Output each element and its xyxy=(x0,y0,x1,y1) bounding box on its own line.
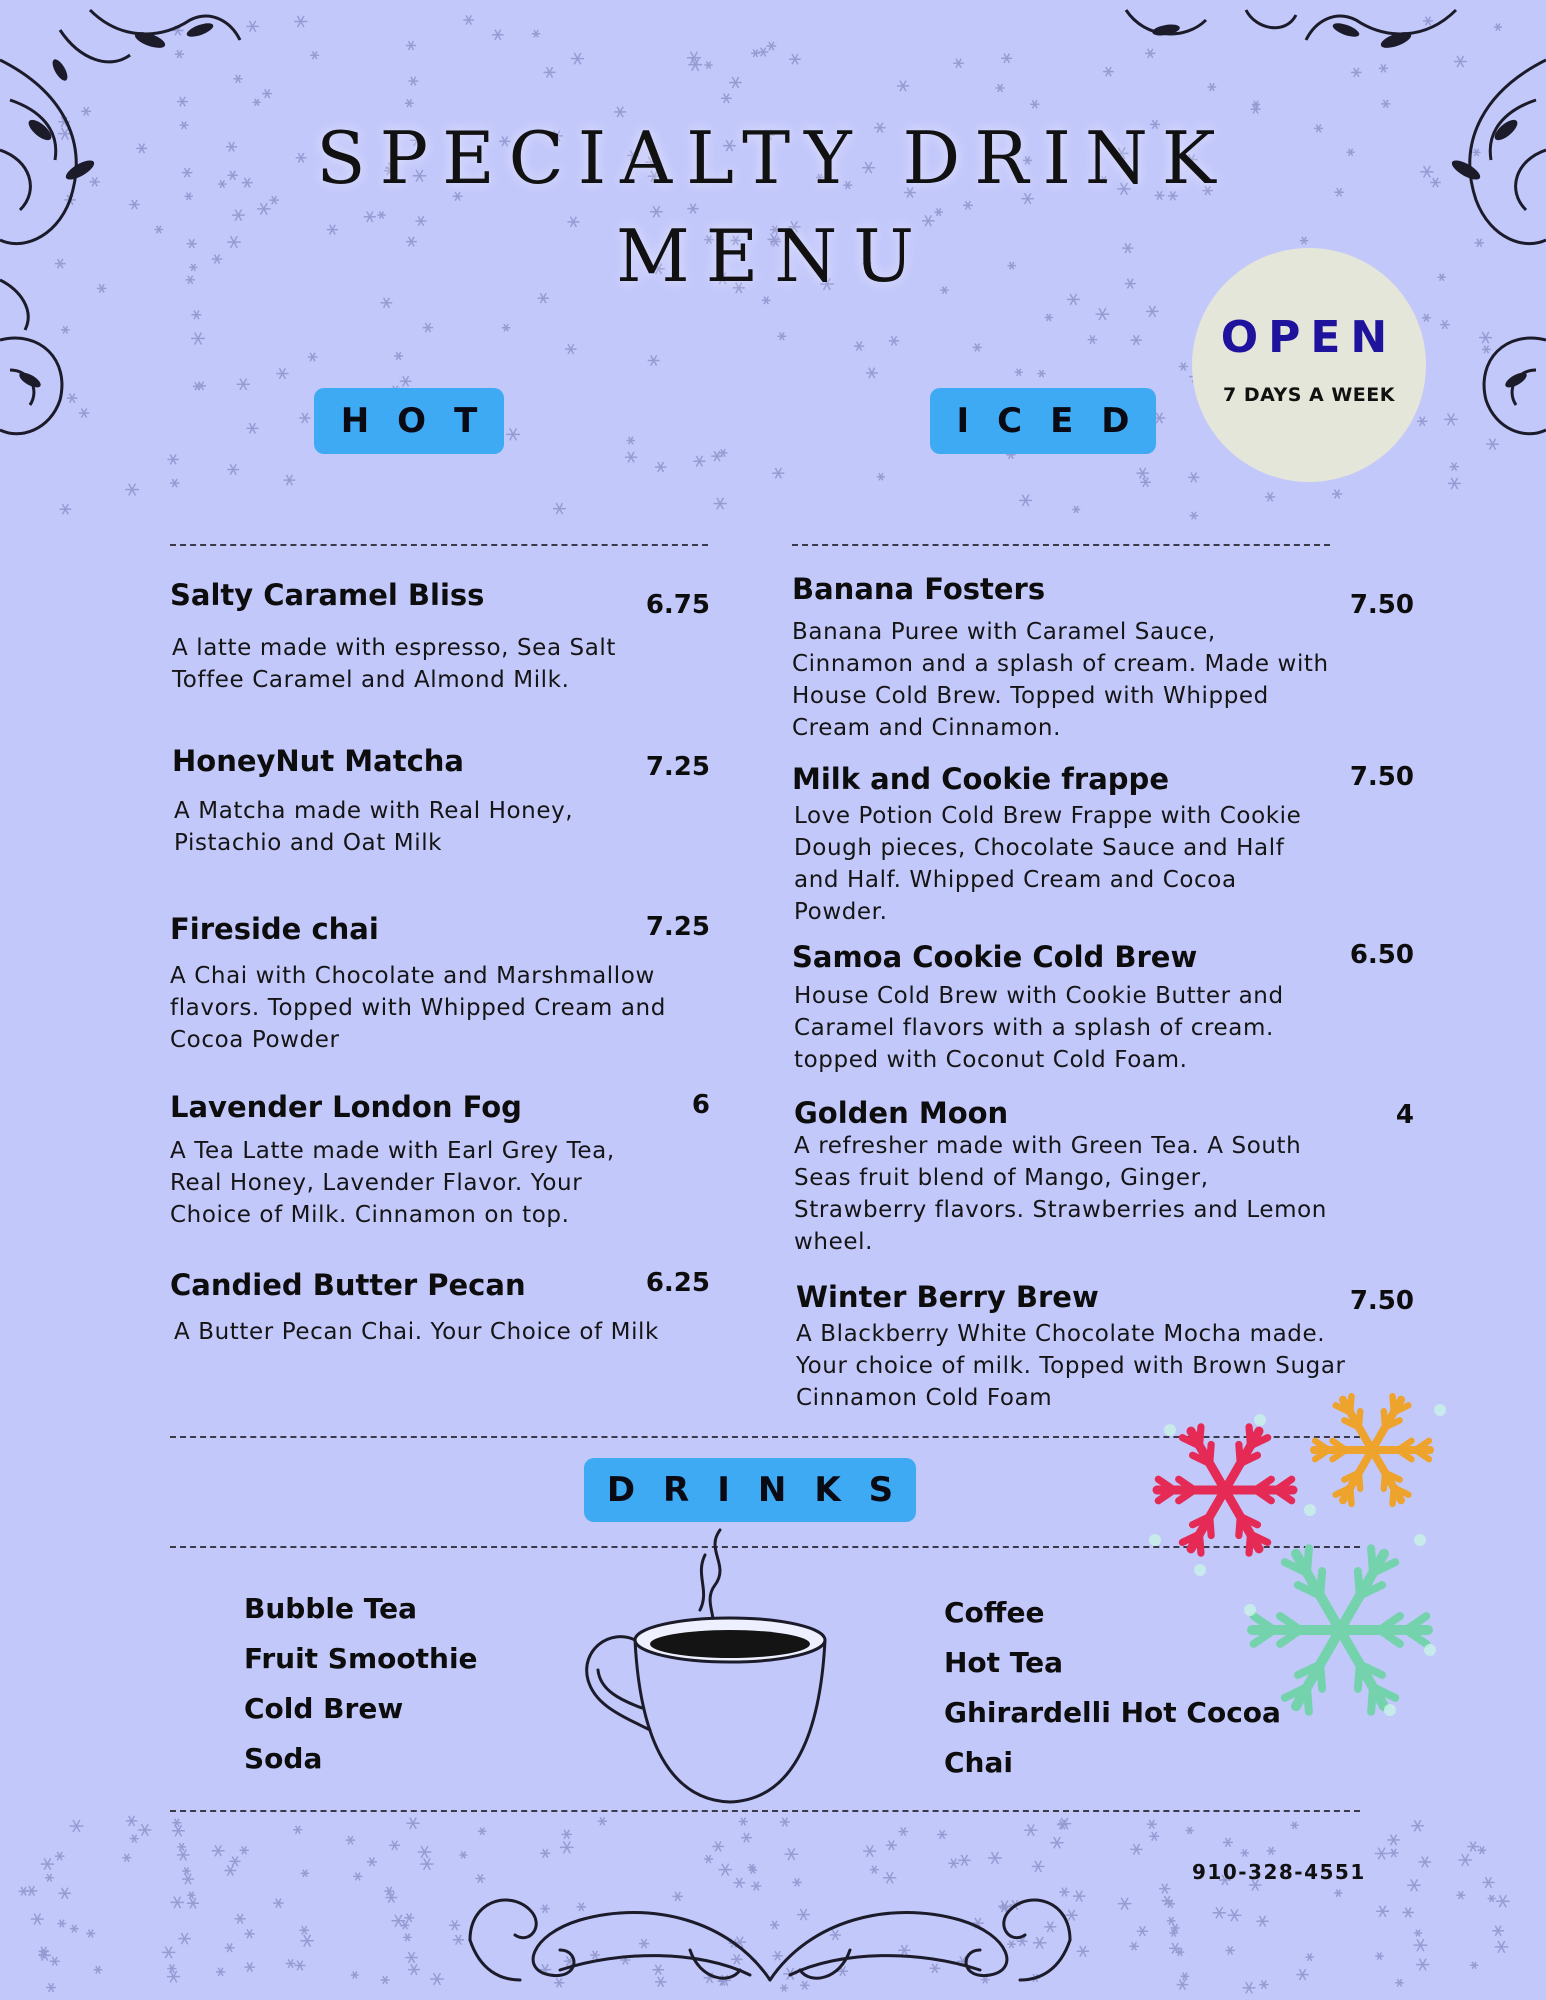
drink-item: Coffee xyxy=(944,1596,1045,1629)
hot-item-name: Salty Caramel Bliss xyxy=(170,578,485,612)
page-title-line-2: MENU xyxy=(616,214,930,298)
divider-iced-top xyxy=(792,544,1330,546)
divider-bottom xyxy=(170,1810,1360,1812)
drink-item: Fruit Smoothie xyxy=(244,1642,478,1675)
drink-item: Bubble Tea xyxy=(244,1592,417,1625)
iced-item-price: 4 xyxy=(1395,1100,1414,1130)
divider-hot-top xyxy=(170,544,708,546)
hot-item-name: Fireside chai xyxy=(170,912,379,946)
section-pill-iced: ICED xyxy=(930,388,1156,454)
iced-item-desc: Banana Puree with Caramel Sauce, Cinnamon and a splash of cream. Made with House Cold Brew. Topped with Whipped Cream and Cinnamon. xyxy=(792,619,1329,741)
hot-item-price: 7.25 xyxy=(645,912,710,942)
section-pill-hot: HOT xyxy=(314,388,504,454)
coffee-cup-icon xyxy=(580,1520,840,1810)
iced-item-name: Milk and Cookie frappe xyxy=(792,762,1169,796)
hot-item-desc: A Chai with Chocolate and Marshmallow flavors. Topped with Whipped Cream and Cocoa Powder xyxy=(170,963,666,1053)
open-badge xyxy=(1192,248,1426,482)
hot-item-desc: A latte made with espresso, Sea Salt Toffee Caramel and Almond Milk. xyxy=(172,635,617,693)
snowflake-cluster-icon xyxy=(1140,1390,1460,1720)
iced-item-price: 7.50 xyxy=(1349,590,1414,620)
drink-item: Chai xyxy=(944,1746,1013,1779)
drink-item: Soda xyxy=(244,1742,323,1775)
iced-item-name: Winter Berry Brew xyxy=(796,1280,1099,1314)
drink-item: Cold Brew xyxy=(244,1692,404,1725)
iced-item-price: 6.50 xyxy=(1349,940,1414,970)
hot-item-name: Lavender London Fog xyxy=(170,1090,522,1124)
section-pill-drinks: DRINKS xyxy=(584,1458,916,1522)
hot-item-name: HoneyNut Matcha xyxy=(172,744,464,778)
iced-item-desc: Love Potion Cold Brew Frappe with Cookie Dough pieces, Chocolate Sauce and Half and Half. Whipped Cream and Cocoa Powder. xyxy=(794,803,1302,925)
hot-item-price: 7.25 xyxy=(645,752,710,782)
hot-item-desc: A Tea Latte made with Earl Grey Tea, Real Honey, Lavender Flavor. Your Choice of Milk. Cinnamon on top. xyxy=(170,1138,615,1228)
iced-item-desc: House Cold Brew with Cookie Butter and Caramel flavors with a splash of cream. topped with Coconut Cold Foam. xyxy=(794,983,1284,1073)
hot-item-desc: A Butter Pecan Chai. Your Choice of Milk xyxy=(174,1319,659,1345)
iced-item-name: Golden Moon xyxy=(794,1096,1009,1130)
iced-item-name: Banana Fosters xyxy=(792,572,1046,606)
page-title-line-1: SPECIALTY DRINK xyxy=(316,116,1230,200)
iced-item-price: 7.50 xyxy=(1349,762,1414,792)
hot-item-price: 6 xyxy=(691,1090,710,1120)
hot-item-price: 6.25 xyxy=(645,1268,710,1298)
iced-item-name: Samoa Cookie Cold Brew xyxy=(792,940,1198,974)
iced-item-desc: A refresher made with Green Tea. A South Seas fruit blend of Mango, Ginger, Strawberry flavors. Strawberries and Lemon wheel. xyxy=(794,1133,1327,1255)
flourish-bottom-icon xyxy=(450,1880,1090,1990)
hot-item-name: Candied Butter Pecan xyxy=(170,1268,526,1302)
iced-item-price: 7.50 xyxy=(1349,1286,1414,1316)
drink-item: Hot Tea xyxy=(944,1646,1064,1679)
drink-item: Ghirardelli Hot Cocoa xyxy=(944,1696,1281,1729)
hot-item-price: 6.75 xyxy=(645,590,710,620)
phone-number: 910-328-4551 xyxy=(1192,1860,1366,1884)
iced-item-desc: A Blackberry White Chocolate Mocha made. Your choice of milk. Topped with Brown Sugar Cinnamon Cold Foam xyxy=(796,1321,1346,1411)
drinks-list-left xyxy=(244,1592,478,1792)
open-label: OPEN xyxy=(1220,312,1398,363)
hot-item-desc: A Matcha made with Real Honey, Pistachio and Oat Milk xyxy=(174,798,574,856)
open-days-label: 7 DAYS A WEEK xyxy=(1222,384,1395,406)
